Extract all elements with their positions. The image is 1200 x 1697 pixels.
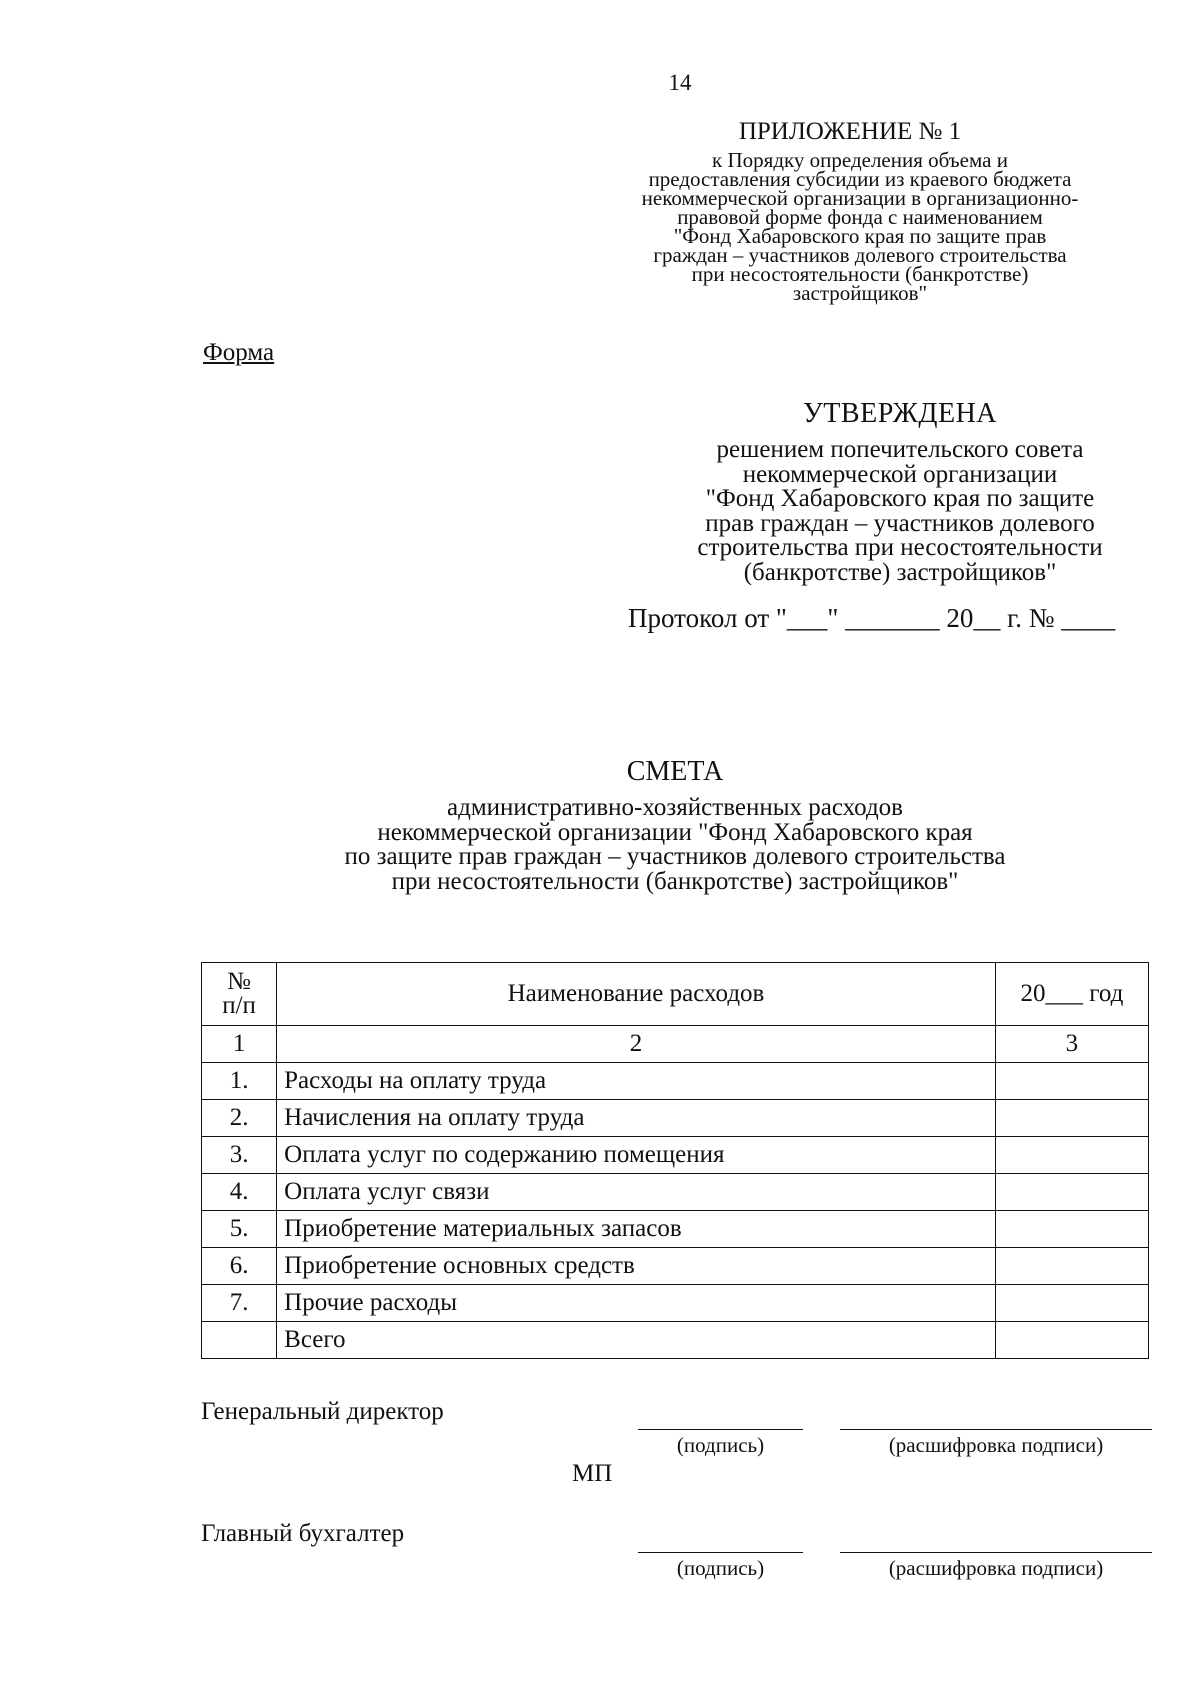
approved-line: некоммерческой организации [742, 460, 1058, 488]
appendix-line: некоммерческой организации в организационно- [641, 186, 1079, 210]
accountant-signature-caption: (подпись) [676, 1556, 765, 1580]
row-value[interactable] [995, 1211, 1148, 1248]
row-value[interactable] [995, 1063, 1148, 1100]
table-row [202, 1285, 1149, 1322]
appendix-line: к Порядку определения объема и [712, 148, 1008, 172]
appendix-line: "Фонд Хабаровского края по защите прав [673, 224, 1047, 248]
estimate-subtitle-line: некоммерческой организации "Фонд Хабаровского края [377, 818, 973, 846]
table-row [202, 1063, 1149, 1100]
row-name: Приобретение основных средств [277, 1248, 996, 1285]
row-name: Начисления на оплату труда [277, 1100, 996, 1137]
appendix-line: предоставления субсидии из краевого бюджета [648, 167, 1072, 191]
row-name: Расходы на оплату труда [277, 1063, 996, 1100]
row-number [202, 1322, 277, 1359]
row-value[interactable] [995, 1322, 1148, 1359]
approved-title: УТВЕРЖДЕНА [802, 398, 998, 429]
column-number: 2 [277, 1026, 996, 1063]
header-number [202, 963, 277, 1026]
table-row [202, 1248, 1149, 1285]
header-number-line: п/п [222, 992, 256, 1019]
expenses-table [201, 962, 1149, 1359]
accountant-decoding-line[interactable] [840, 1552, 1152, 1553]
table-row [202, 1137, 1149, 1174]
row-name: Всего [277, 1322, 996, 1359]
table-total-row [202, 1322, 1149, 1359]
director-decoding-caption: (расшифровка подписи) [888, 1433, 1104, 1457]
approved-line: (банкротстве) застройщиков" [743, 558, 1057, 586]
header-year: 20___ год [995, 963, 1148, 1026]
estimate-subtitle-line: по защите прав граждан – участников долевого строительства [344, 843, 1006, 870]
approved-line: "Фонд Хабаровского края по защите [705, 485, 1095, 512]
row-value[interactable] [995, 1174, 1148, 1211]
row-name: Прочие расходы [277, 1285, 996, 1322]
row-value[interactable] [995, 1248, 1148, 1285]
stamp-label: МП [572, 1460, 613, 1487]
row-value[interactable] [995, 1285, 1148, 1322]
appendix-line: правовой форме фонда с наименованием [677, 205, 1043, 229]
table-row [202, 1174, 1149, 1211]
director-signature-line[interactable] [638, 1429, 803, 1430]
director-label: Генеральный директор [201, 1398, 444, 1425]
director-signature-caption: (подпись) [676, 1433, 765, 1457]
row-number: 5. [202, 1211, 277, 1248]
estimate-subtitle-line: при несостоятельности (банкротстве) застройщиков" [391, 867, 959, 895]
estimate-subtitle-line: административно-хозяйственных расходов [447, 794, 903, 821]
accountant-label: Главный бухгалтер [201, 1520, 405, 1547]
row-number: 7. [202, 1285, 277, 1322]
header-name: Наименование расходов [277, 963, 996, 1026]
column-number: 3 [995, 1026, 1148, 1063]
protocol-line: Протокол от "___" _______ 20__ г. № ____ [628, 603, 1116, 633]
approved-line: прав граждан – участников долевого [705, 509, 1095, 537]
appendix-line: при несостоятельности (банкротстве) [691, 262, 1029, 286]
page-number: 14 [668, 70, 692, 95]
row-name: Оплата услуг по содержанию помещения [277, 1137, 996, 1174]
row-name: Приобретение материальных запасов [277, 1211, 996, 1248]
approved-line: строительства при несостоятельности [697, 534, 1103, 561]
form-label: Форма [203, 339, 275, 366]
table-row [202, 1100, 1149, 1137]
estimate-title: СМЕТА [626, 756, 724, 787]
appendix-title: ПРИЛОЖЕНИЕ № 1 [738, 118, 962, 145]
row-name: Оплата услуг связи [277, 1174, 996, 1211]
director-decoding-line[interactable] [840, 1429, 1152, 1430]
table-row [202, 1211, 1149, 1248]
row-number: 1. [202, 1063, 277, 1100]
row-number: 6. [202, 1248, 277, 1285]
row-number: 3. [202, 1137, 277, 1174]
accountant-decoding-caption: (расшифровка подписи) [888, 1556, 1104, 1580]
approved-line: решением попечительского совета [716, 436, 1084, 463]
column-number-row [202, 1026, 1149, 1063]
row-number: 4. [202, 1174, 277, 1211]
row-value[interactable] [995, 1100, 1148, 1137]
appendix-line: застройщиков" [792, 281, 928, 305]
header-number-line: № [227, 968, 251, 995]
row-value[interactable] [995, 1137, 1148, 1174]
accountant-signature-line[interactable] [638, 1552, 803, 1553]
approved-description [620, 438, 1180, 585]
row-number: 2. [202, 1100, 277, 1137]
appendix-line: граждан – участников долевого строительства [653, 243, 1067, 267]
estimate-subtitle [280, 796, 1070, 894]
table-header-row [202, 963, 1149, 1026]
appendix-description [600, 148, 1120, 305]
column-number: 1 [202, 1026, 277, 1063]
